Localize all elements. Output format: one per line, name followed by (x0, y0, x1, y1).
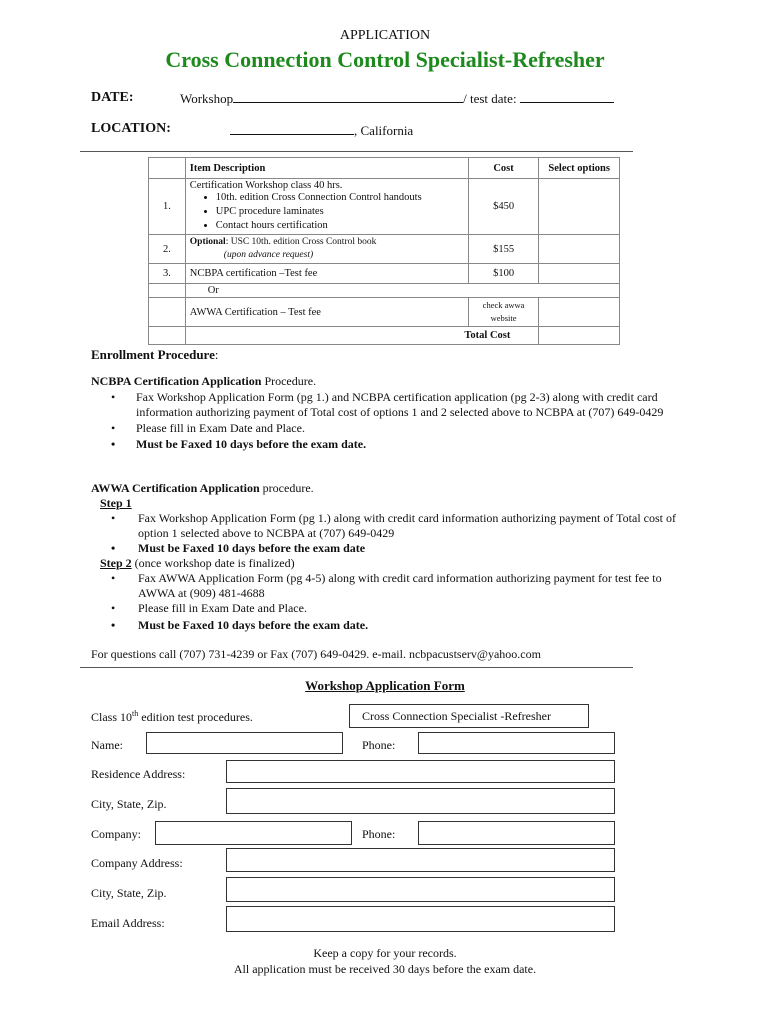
row-number: 1. (149, 179, 186, 235)
col-select-options: Select options (539, 158, 620, 179)
ncbpa-heading-bold: NCBPA Certification Application (91, 374, 262, 388)
list-item: • UPC procedure laminates (216, 205, 464, 219)
company-address-input[interactable] (226, 848, 615, 872)
step2-line (91, 556, 676, 571)
phone-input[interactable] (418, 732, 615, 754)
email-address-input[interactable] (226, 906, 615, 932)
step1-label: Step 1 (100, 496, 132, 510)
company-address-label: Company Address: (91, 856, 183, 870)
workshop-blank[interactable] (233, 90, 463, 103)
ncbpa-heading-rest: Procedure. (261, 374, 317, 388)
total-cost-cell[interactable] (539, 327, 620, 345)
awwa-cost-line2: website (490, 313, 517, 323)
footer-keep-copy: Keep a copy for your records. (313, 946, 457, 960)
item-description: AWWA Certification – Test fee (185, 298, 468, 327)
awwa-heading (91, 481, 676, 496)
table-row (149, 235, 620, 264)
city-state-zip-label: City, State, Zip. (91, 797, 167, 811)
step2-rest: (once workshop date is finalized) (131, 556, 295, 570)
divider (80, 667, 633, 668)
select-option-cell[interactable] (539, 298, 620, 327)
company-city-state-zip-input[interactable] (226, 877, 615, 902)
course-value: Cross Connection Specialist -Refresher (362, 709, 551, 723)
row-number: 3. (149, 264, 186, 284)
awwa-heading-rest: procedure. (259, 481, 314, 495)
class-sup: th (132, 709, 139, 718)
optional-desc: : USC 10th. edition Cross Control book (225, 237, 377, 247)
phone-label: Phone: (362, 738, 396, 752)
item-description (185, 179, 468, 235)
company-city-state-zip-label: City, State, Zip. (91, 886, 167, 900)
list-item: • Please fill in Exam Date and Place. (91, 601, 676, 616)
course-field[interactable] (349, 704, 589, 728)
table-row (149, 179, 620, 235)
enrollment-colon: : (214, 347, 219, 362)
item-line: Certification Workshop class 40 hrs. (189, 180, 343, 191)
items-table (148, 157, 620, 345)
list-item: • Must be Faxed 10 days before the exam date (91, 541, 676, 556)
date-label: DATE: (91, 90, 134, 105)
step2-label: Step 2 (100, 556, 132, 570)
workshop-date-line (180, 90, 614, 107)
total-cost-label: Total Cost (185, 327, 539, 345)
page-title: Cross Connection Control Specialist-Refresher (165, 47, 605, 72)
company-label: Company: (91, 827, 141, 841)
class-pre: Class 10 (91, 710, 133, 724)
col-cost: Cost (468, 158, 539, 179)
company-phone-input[interactable] (418, 821, 615, 845)
form-title: Workshop Application Form (305, 678, 465, 693)
list-item: • Fax AWWA Application Form (pg 4-5) along with credit card information authorizing payment for test fee to AWWA at (909) 481-4688 (91, 571, 676, 601)
application-heading: APPLICATION (339, 28, 431, 43)
list-item: • Fax Workshop Application Form (pg 1.) and NCBPA certification application (pg 2-3) along with credit card information authorizing payment of Total cost of options 1 and 2 selected above to NCBPA at (707) 649-0429 (91, 390, 671, 420)
optional-label: Optional (189, 237, 226, 247)
test-date-label: / test date: (463, 91, 517, 106)
location-line (230, 122, 413, 139)
class-post: edition test procedures. (141, 710, 253, 724)
list-item: • 10th. edition Cross Connection Control handouts (216, 191, 464, 205)
location-label: LOCATION: (91, 121, 171, 136)
awwa-section (91, 481, 676, 633)
list-item: • Must be Faxed 10 days before the exam date. (91, 437, 671, 452)
city-state-zip-input[interactable] (226, 788, 615, 814)
residence-address-input[interactable] (226, 760, 615, 783)
company-input[interactable] (155, 821, 352, 845)
divider (80, 151, 633, 152)
item-cost: $450 (468, 179, 539, 235)
select-option-cell[interactable] (539, 264, 620, 284)
footer-deadline: All application must be received 30 days before the exam date. (233, 962, 537, 976)
item-cost: $155 (468, 235, 539, 264)
list-item: • Fax Workshop Application Form (pg 1.) along with credit card information authorizing payment of Total cost of option 1 selected above to NCBPA at (707) 649-0429 (91, 511, 676, 541)
email-address-label: Email Address: (91, 916, 165, 930)
item-cost: $100 (468, 264, 539, 284)
awwa-cost-line1: check awwa (482, 300, 525, 310)
questions-contact: For questions call (707) 731-4239 or Fax (707) 649-0429. e-mail. ncbpacustserv@yahoo.com (91, 647, 541, 661)
ncbpa-section (91, 374, 671, 452)
or-label: Or (185, 284, 619, 298)
location-blank[interactable] (230, 122, 354, 135)
workshop-label: Workshop (180, 91, 234, 106)
item-description (185, 235, 468, 264)
test-date-blank[interactable] (520, 90, 614, 103)
row-number: 2. (149, 235, 186, 264)
select-option-cell[interactable] (539, 235, 620, 264)
item-description: NCBPA certification –Test fee (185, 264, 468, 284)
awwa-heading-bold: AWWA Certification Application (91, 481, 260, 495)
ncbpa-heading (91, 374, 671, 389)
enrollment-heading (91, 347, 218, 363)
name-input[interactable] (146, 732, 343, 754)
select-option-cell[interactable] (539, 179, 620, 235)
location-state: , California (354, 123, 414, 138)
col-item-description: Item Description (185, 158, 468, 179)
company-phone-label: Phone: (362, 827, 396, 841)
item-cost (468, 298, 539, 327)
table-row (149, 284, 620, 298)
optional-note: (upon advance request) (223, 250, 314, 260)
list-item: • Please fill in Exam Date and Place. (91, 421, 671, 436)
class-edition-label (91, 709, 253, 725)
table-row (149, 298, 620, 327)
list-item: • Must be Faxed 10 days before the exam date. (91, 618, 676, 633)
name-label: Name: (91, 738, 123, 752)
residence-address-label: Residence Address: (91, 767, 186, 781)
list-item: • Contact hours certification (216, 219, 464, 233)
enrollment-heading-text: Enrollment Procedure (91, 347, 215, 362)
table-row (149, 327, 620, 345)
table-row (149, 264, 620, 284)
